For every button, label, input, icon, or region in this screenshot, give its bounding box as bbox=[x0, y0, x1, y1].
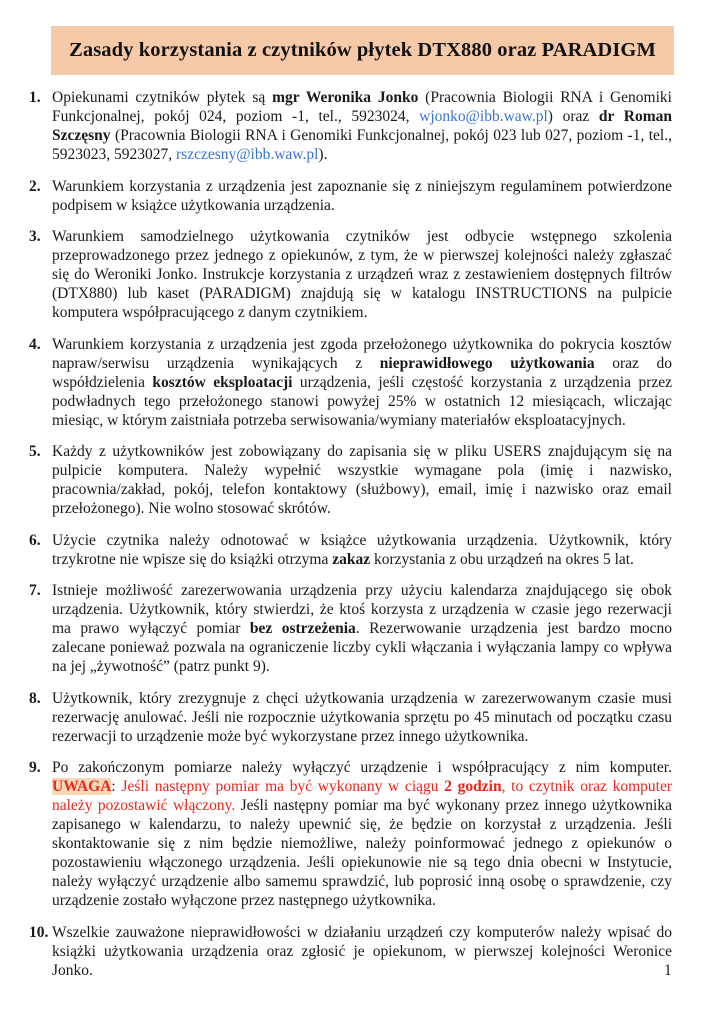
rule-item-6 bbox=[29, 531, 672, 569]
rule-text-segment: urządzenia, jeśli częstość korzystania z urządzenia przez podwładnych tego przełożonego stanowi powyżej 25% w ostatnich 12 miesiącach, wliczając miesiąc, w którym zaistniała potrzeba serwisowania/wymiany materiałów eksploatacyjnych. bbox=[52, 373, 672, 429]
rule-item-10 bbox=[29, 923, 672, 980]
bold-phrase: nieprawidłowego użytkowania bbox=[379, 354, 595, 372]
bold-phrase: zakaz bbox=[332, 550, 371, 568]
rule-text-segment: Po zakończonym pomiarze należy wyłączyć urządzenie i współpracujący z nim komputer. bbox=[52, 759, 672, 776]
rule-text bbox=[52, 227, 672, 322]
rule-item-2 bbox=[29, 177, 672, 215]
warning-emphasis: 2 godzin bbox=[444, 778, 502, 795]
rule-text-segment: ). bbox=[318, 146, 328, 163]
rule-text-segment: Opiekunami czytników płytek są bbox=[52, 89, 273, 106]
page-number: 1 bbox=[664, 962, 672, 979]
rule-text bbox=[52, 442, 672, 518]
rule-text bbox=[52, 581, 672, 676]
keeper-name: dr Roman Szczęsny bbox=[52, 108, 672, 144]
title-banner bbox=[51, 26, 674, 75]
rule-text-segment: Jeśli następny pomiar ma być wykonany przez innego użytkownika zapisanego w kalendarzu, to należy upewnić się, że będzie on korzystał z urządzenia. Jeśli skontaktowanie się z nim będzie niemożliwe, należy poinformować jednego z opiekunów o pozostawieniu włączonego urządzenia. Jeśli opiekunowie nie są tego dnia obecni w Instytucie, należy wyłączyć urządzenie albo samemu sprawdzić, lub poprosić inną osobę o sprawdzenie, czy urządzenie zostało wyłączone przez następnego użytkownika. bbox=[52, 797, 672, 909]
rule-text-segment: korzystania z obu urządzeń na okres 5 lat. bbox=[370, 550, 634, 568]
rule-text-segment: Wszelkie zauważone nieprawidłowości w działaniu urządzeń czy komputerów należy wpisać do książki użytkowania urządzenia oraz zgłosić je opiekunom, w pierwszej kolejności Weronice Jonko. bbox=[52, 923, 672, 979]
warning-text: Jeśli następny pomiar ma być wykonany w ciągu bbox=[121, 778, 445, 795]
rule-item-8 bbox=[29, 689, 672, 746]
rule-text-segment: : bbox=[111, 778, 122, 795]
bold-phrase: kosztów eksploatacji bbox=[152, 373, 293, 391]
rule-text bbox=[52, 531, 672, 569]
rule-number: 5. bbox=[29, 443, 41, 460]
rule-number: 7. bbox=[29, 582, 41, 599]
rule-number: 2. bbox=[29, 177, 41, 195]
rule-number: 4. bbox=[29, 335, 41, 353]
rule-text-segment: Użycie czytnika należy odnotować w książce użytkowania urządzenia. Użytkownik, który trzykrotne nie wpisze się do książki otrzyma bbox=[52, 531, 672, 568]
email-link[interactable]: wjonko@ibb.waw.pl bbox=[419, 108, 548, 125]
rule-text bbox=[52, 758, 672, 910]
rule-text-segment: Warunkiem korzystania z urządzenia jest zgoda przełożonego użytkownika do pokrycia kosztów napraw/serwisu urządzenia wynikających z bbox=[52, 335, 672, 372]
rule-text bbox=[52, 177, 672, 215]
rule-text bbox=[52, 335, 672, 430]
rule-text-segment: Warunkiem korzystania z urządzenia jest zapoznanie się z niniejszym regulaminem potwierdzone podpisem w książce użytkowania urządzenia. bbox=[52, 177, 672, 214]
rule-text-segment: Użytkownik, który zrezygnuje z chęci użytkowania urządzenia w zarezerwowanym czasie musi rezerwację anulować. Jeśli nie rozpocznie użytkowania sprzętu po 45 minutach od początku czasu rezerwacji to urządzenie może być wykorzystane przez innego użytkownika. bbox=[52, 689, 672, 745]
warning-label: UWAGA bbox=[52, 778, 112, 795]
bold-phrase: bez ostrzeżenia bbox=[249, 620, 356, 637]
rule-number: 8. bbox=[29, 689, 41, 707]
rule-number: 10. bbox=[29, 923, 49, 941]
rule-number: 3. bbox=[29, 228, 41, 245]
rule-text bbox=[52, 689, 672, 746]
rule-text-segment: oraz do współdzielenia bbox=[52, 354, 672, 391]
warning-text: , to czytnik oraz komputer należy pozostawić włączony. bbox=[52, 778, 672, 814]
rule-text-segment: (Pracownia Biologii RNA i Genomiki Funkcjonalnej, pokój 024, poziom -1, tel., 5923024, bbox=[52, 89, 672, 125]
rule-text-segment: ) oraz bbox=[547, 108, 599, 125]
rule-text-segment: Istnieje możliwość zarezerwowania urządzenia przy użyciu kalendarza znajdującego się obok urządzenia. Użytkownik, który stwierdzi, że ktoś korzysta z urządzenia w czasie jego rezerwacji ma prawo wyłączyć pomiar bbox=[52, 582, 672, 637]
rule-number: 9. bbox=[29, 759, 41, 776]
rule-item-1 bbox=[29, 88, 672, 164]
rule-text-segment: . Rezerwowanie urządzenia jest bardzo mocno zalecane ponieważ pozwala na ograniczenie liczby cykli włączania i wyłączania lampy co wpływa na jej „żywotność” (patrz punkt 9). bbox=[52, 620, 672, 675]
rule-item-7 bbox=[29, 581, 672, 676]
rule-number: 1. bbox=[29, 89, 41, 106]
document-title: Zasady korzystania z czytników płytek DTX880 oraz PARADIGM bbox=[69, 39, 656, 61]
rule-item-3 bbox=[29, 227, 672, 322]
rules-list bbox=[29, 88, 672, 992]
rule-text bbox=[52, 923, 672, 980]
rule-text-segment: (Pracownia Biologii RNA i Genomiki Funkcjonalnej, pokój 023 lub 027, poziom -1, tel., 5923023, 5923027, bbox=[52, 127, 672, 163]
rule-number: 6. bbox=[29, 531, 41, 549]
keeper-name: mgr Weronika Jonko bbox=[272, 89, 419, 106]
rule-text bbox=[52, 88, 672, 164]
rule-text-segment: Każdy z użytkowników jest zobowiązany do zapisania się w pliku USERS znajdującym się na pulpicie komputera. Należy wypełnić wszystkie wymagane pola (imię i nazwisko, pracownia/zakład, pokój, telefon kontaktowy (służbowy), email, imię i nazwisko oraz email przełożonego). Nie wolno stosować skrótów. bbox=[52, 443, 672, 517]
rule-item-4 bbox=[29, 335, 672, 430]
rule-item-5 bbox=[29, 442, 672, 518]
rule-text-segment: Warunkiem samodzielnego użytkowania czytników jest odbycie wstępnego szkolenia przeprowadzonego przez jednego z opiekunów, z tym, że w pierwszej kolejności należy zgłaszać się do Weroniki Jonko. Instrukcje korzystania z urządzeń wraz z zestawieniem dostępnych filtrów (DTX880) lub kaset (PARADIGM) znajdują się w katalogu INSTRUCTIONS na pulpicie komputera współpracującego z danym czytnikiem. bbox=[52, 228, 672, 321]
rule-item-9 bbox=[29, 758, 672, 910]
email-link[interactable]: rszczesny@ibb.waw.pl bbox=[176, 146, 319, 163]
